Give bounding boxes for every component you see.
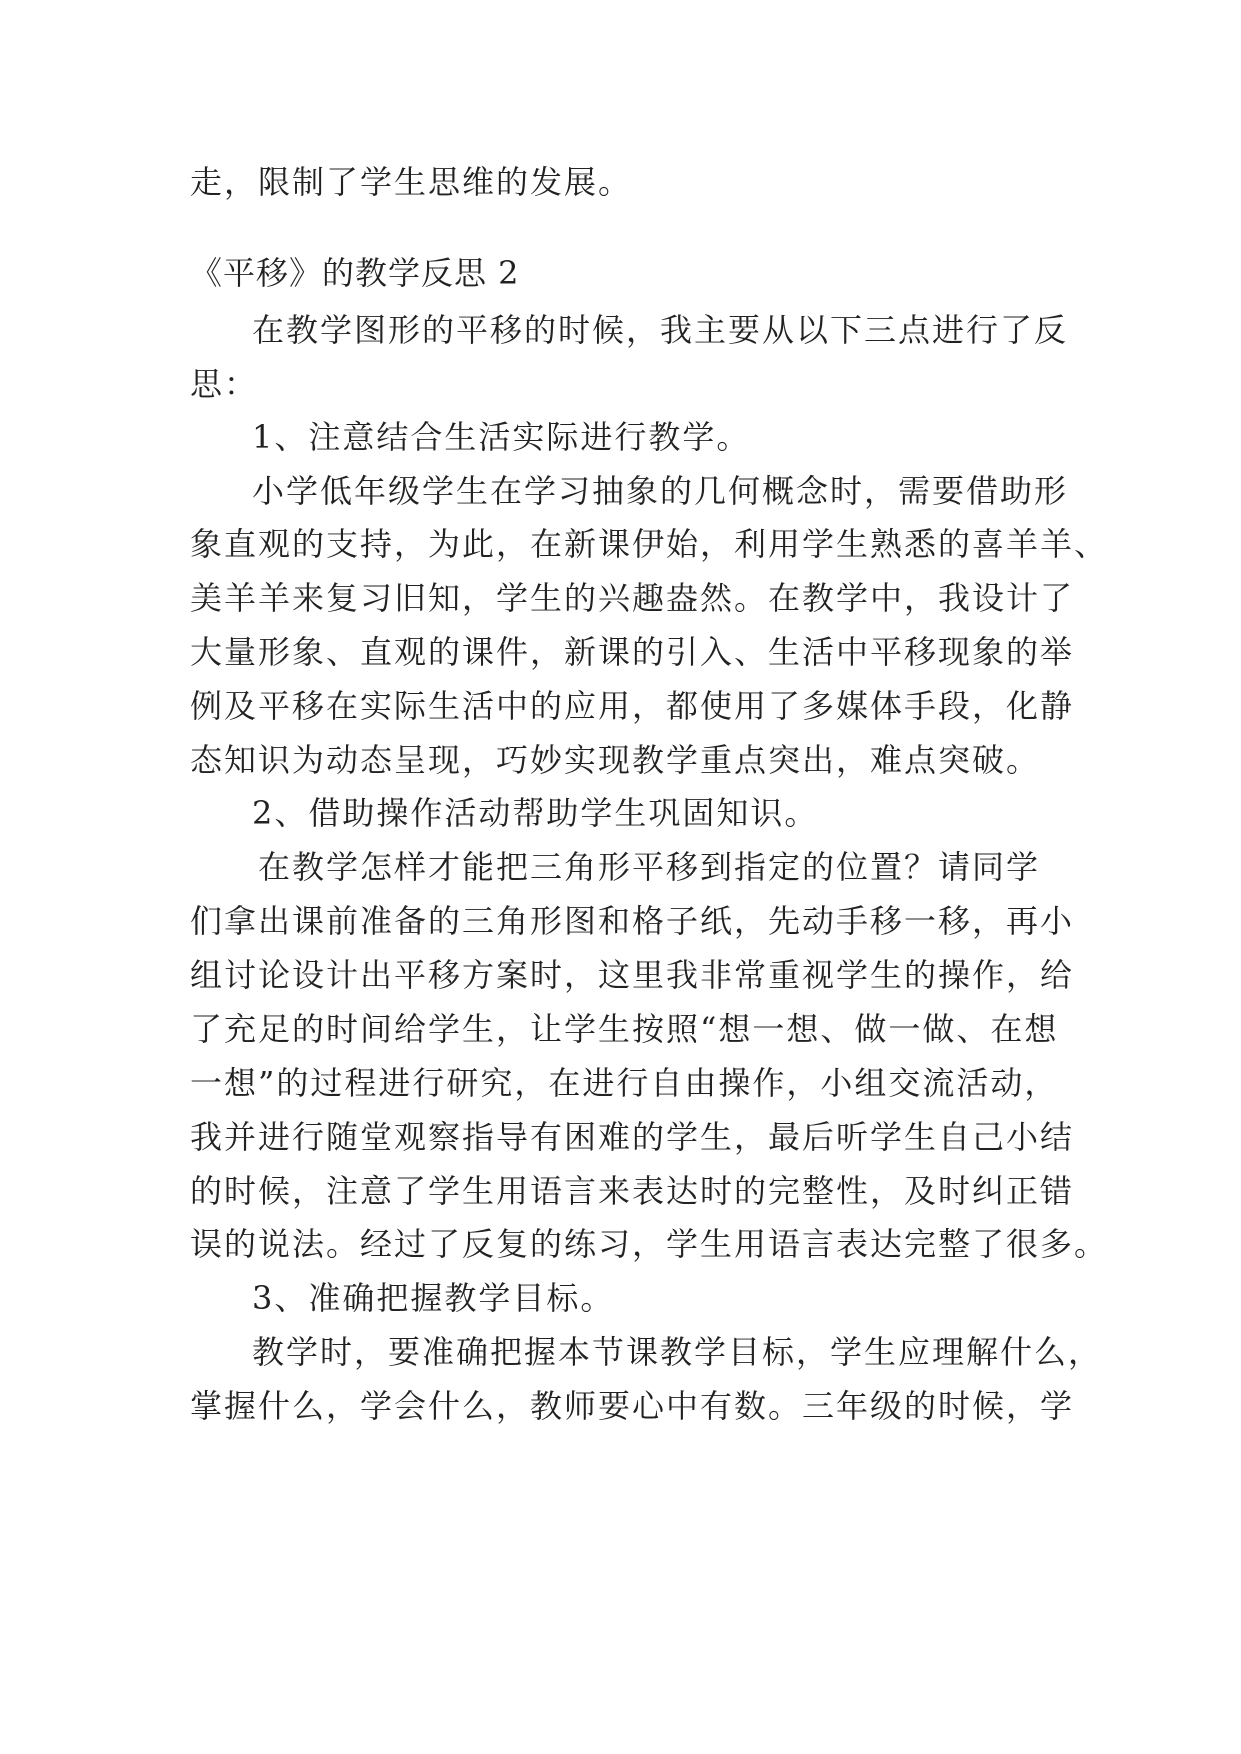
point-2-line: 误的说法。经过了反复的练习，学生用语言表达完整了很多。 xyxy=(190,1225,1109,1263)
section-heading: 《平移》的教学反思 2 xyxy=(190,254,520,292)
point-2-line: 组讨论设计出平移方案时，这里我非常重视学生的操作，给 xyxy=(190,956,1075,994)
intro-line-2: 思： xyxy=(190,365,259,403)
point-2-line: 的时候，注意了学生用语言来表达时的完整性，及时纠正错 xyxy=(190,1172,1075,1210)
point-1-line: 小学低年级学生在学习抽象的几何概念时，需要借助形 xyxy=(252,472,1069,510)
point-2-line: 一想”的过程进行研究，在进行自由操作，小组交流活动， xyxy=(190,1064,1059,1102)
point-3-title: 3、准确把握教学目标。 xyxy=(252,1279,615,1317)
point-2-title: 2、借助操作活动帮助学生巩固知识。 xyxy=(252,794,819,832)
point-1-line: 态知识为动态呈现，巧妙实现教学重点突出，难点突破。 xyxy=(190,741,1041,779)
continuation-text: 走，限制了学生思维的发展。 xyxy=(190,163,633,201)
intro-line-1: 在教学图形的平移的时候，我主要从以下三点进行了反 xyxy=(252,311,1069,349)
point-3-line: 教学时，要准确把握本节课教学目标，学生应理解什么， xyxy=(252,1333,1103,1371)
point-1-line: 例及平移在实际生活中的应用，都使用了多媒体手段，化静 xyxy=(190,687,1075,725)
point-3-line: 掌握什么，学会什么，教师要心中有数。三年级的时候，学 xyxy=(190,1387,1075,1425)
point-1-line: 大量形象、直观的课件，新课的引入、生活中平移现象的举 xyxy=(190,633,1075,671)
point-1-line: 美羊羊来复习旧知，学生的兴趣盎然。在教学中，我设计了 xyxy=(190,579,1075,617)
point-1-title: 1、注意结合生活实际进行教学。 xyxy=(252,418,751,456)
point-1-line: 象直观的支持，为此，在新课伊始，利用学生熟悉的喜羊羊、 xyxy=(190,525,1109,563)
point-2-line: 了充足的时间给学生，让学生按照“想一想、做一做、在想 xyxy=(190,1010,1059,1048)
point-2-line: 们拿出课前准备的三角形图和格子纸，先动手移一移，再小 xyxy=(190,902,1075,940)
point-2-line: 在教学怎样才能把三角形平移到指定的位置？请同学 xyxy=(258,848,1041,886)
point-2-line: 我并进行随堂观察指导有困难的学生，最后听学生自己小结 xyxy=(190,1118,1075,1156)
